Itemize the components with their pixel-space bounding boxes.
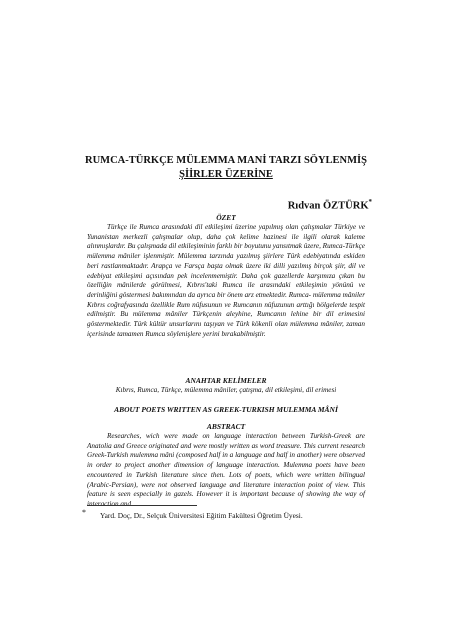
abstract-section (87, 422, 365, 510)
footnote-divider (87, 505, 197, 506)
title-line-2: ŞİİRLER ÜZERİNE (179, 169, 273, 180)
author-footnote-mark: * (368, 198, 372, 206)
footnote-text: Yard. Doç, Dr., Selçuk Üniversitesi Eğitim Fakültesi Öğretim Üyesi. (100, 511, 303, 520)
ozet-body: Türkçe ile Rumca arasındaki dil etkileşimi üzerine yapılmış olan çalışmalar Türkiye ve Yunanistan merkezli çalışmalar olup, daha çok kelime hazinesi ile ilgili olarak kaleme alınmışlardır. Bu çalışmada dil etkileşiminin farklı bir boyutunu yansıtmak üzere, Rumca-Türkçe mülemma mâniler işlenmiştir. Mülemma tarzında yazılmış şiirlere Türk edebiyatında eskiden beri rastlanmaktadır. Arapça ve Farsça başta olmak üzere iki dilli yazılmış birçok şiir, dil ve edebiyat etkileşimi açısından pek incelenmemiştir. Daha çok gazellerde karşımıza çıkan bu özelliğin mânilerde görülmesi, Kıbrıs'taki Rumca ile arasındaki etkileşimin yönünü ve derinliğini göstermesi bakımından da ayrıca bir önem arz etmektedir. Rumca- mülemma mâniler Kıbrıs coğrafyasında özellikle Rum nüfusunun ve Rumcanın nüfuzunun arttığı bölgelerde tespit edilmiştir. Bu mülemma mâniler Türkçenin aleyhine, Rumcanın lehine bir dil erimesini göstermektedir. Türk kültür unsurlarını taşıyan ve Türk kökenli olan mülemma mâniler, zaman içerisinde tamamen Rumca söylenişlere yerini bırakabilmiştir. (87, 223, 365, 338)
ozet-heading: ÖZET (216, 213, 236, 222)
ozet-section (87, 213, 365, 339)
keywords-heading: ANAHTAR KELİMELER (185, 376, 267, 385)
keywords-list: Kıbrıs, Rumca, Türkçe, mülemma mâniler, çatışma, dil etkileşimi, dil erimesi (115, 386, 337, 394)
author-name: Rıdvan ÖZTÜRK (287, 200, 369, 212)
footnote (82, 508, 367, 521)
english-title-section (87, 405, 365, 415)
author (288, 198, 372, 212)
footnote-mark: * (82, 508, 86, 517)
paper-title (60, 154, 392, 182)
title-line-1: RUMCA-TÜRKÇE MÜLEMMA MANİ TARZI SÖYLENMİŞ (85, 155, 367, 166)
english-title: ABOUT POETS WRITTEN AS GREEK-TURKISH MULEMMA MÂNİ (114, 405, 338, 414)
abstract-heading: ABSTRACT (206, 422, 246, 431)
abstract-body: Researches, wich were made on language interaction between Turkish-Greek are Anatolia and Greece originated and were mostly written as word treasure. This current research Greek-Turkish mulemma mâni (composed half in a language and half in another) were observed in order to project another dimension of language interaction. Mulemma poets have been encountered in Turkish literature since then. Lots of poets, which were written bilingual (Arabic-Persian), were not observed language and literature interaction point of view. This feature is seen especially in gazels. However it is important because of showing the way of interaction and (87, 432, 365, 508)
keywords-section (87, 376, 365, 396)
